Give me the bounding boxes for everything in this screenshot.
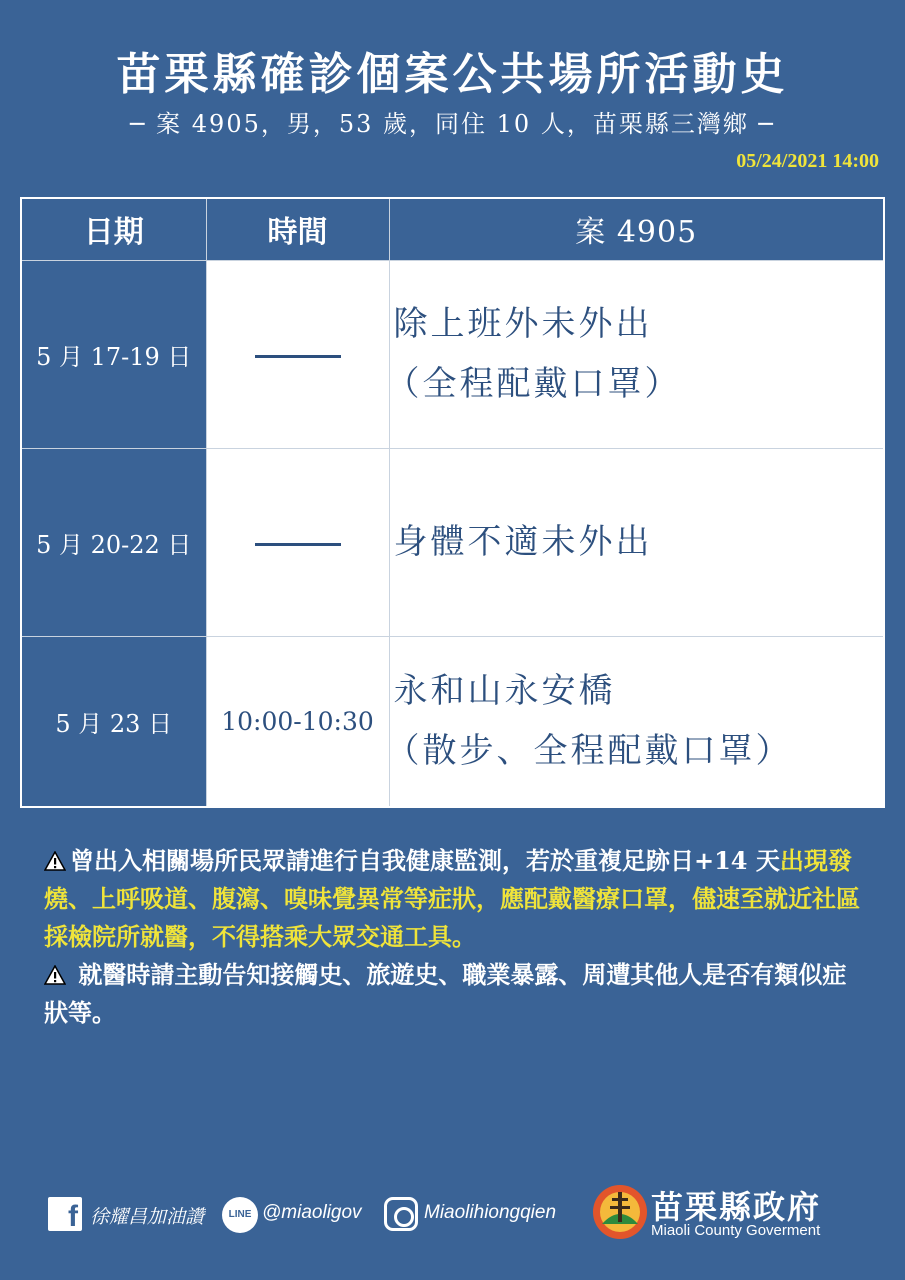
government-name: 苗栗縣政府 xyxy=(651,1188,822,1226)
note-text: 曾出入相關場所民眾請進行自我健康監測，若於重複足跡日+14 天 xyxy=(70,846,780,875)
header-time: 時間 xyxy=(206,198,389,260)
instagram-label[interactable]: Miaolihiongqien xyxy=(424,1202,557,1223)
government-name-en: Miaoli County Goverment xyxy=(651,1222,821,1239)
health-notes xyxy=(44,842,864,1032)
page-title: 苗栗縣確診個案公共場所活動史 xyxy=(116,49,789,100)
table-row xyxy=(21,448,884,636)
note-paragraph xyxy=(44,956,864,1032)
row-time xyxy=(206,448,389,636)
dash-line xyxy=(255,355,341,358)
row-activity xyxy=(389,448,884,636)
row-date: 5 月 20-22 日 xyxy=(21,448,206,636)
activity-line: （全程配戴口罩） xyxy=(385,364,682,404)
row-time xyxy=(206,260,389,448)
row-date: 5 月 17-19 日 xyxy=(21,260,206,448)
line-label[interactable]: @miaoligov xyxy=(262,1202,362,1223)
activity-table xyxy=(20,197,885,808)
row-date: 5 月 23 日 xyxy=(21,636,206,807)
line-icon[interactable]: LINE xyxy=(222,1197,258,1233)
table-header-row xyxy=(21,198,884,260)
table-row xyxy=(21,636,884,807)
footer xyxy=(0,1178,905,1258)
activity-line: 除上班外未外出 xyxy=(393,304,653,344)
warning-icon xyxy=(44,965,66,985)
note-highlight: 出現發燒、上呼吸道、腹瀉、嗅味覺異常等症狀，應配戴醫療口罩，儘速至就近社區採檢院所就醫，不得搭乘大眾交通工具。 xyxy=(44,846,860,951)
row-time: 10:00-10:30 xyxy=(206,636,389,807)
facebook-label[interactable]: 徐耀昌加油讚 xyxy=(90,1207,205,1228)
header-case: 案 4905 xyxy=(389,198,884,260)
case-subtitle: ─ 案 4905，男，53 歲，同住 10 人，苗栗縣三灣鄉 ─ xyxy=(130,110,775,138)
activity-line: 身體不適未外出 xyxy=(393,522,653,562)
note-text: 就醫時請主動告知接觸史、旅遊史、職業暴露、周遭其他人是否有類似症狀等。 xyxy=(44,960,847,1027)
header-date: 日期 xyxy=(21,198,206,260)
activity-line: 永和山永安橋 xyxy=(393,671,616,712)
warning-icon xyxy=(44,851,66,871)
row-activity xyxy=(385,636,884,807)
facebook-icon[interactable]: f xyxy=(48,1197,82,1231)
row-activity xyxy=(385,260,884,448)
note-paragraph xyxy=(44,842,864,956)
county-logo-icon xyxy=(592,1184,648,1240)
publish-timestamp: 05/24/2021 14:00 xyxy=(736,150,879,172)
table-row xyxy=(21,260,884,448)
dash-line xyxy=(255,543,341,546)
activity-line: （散步、全程配戴口罩） xyxy=(385,731,793,772)
instagram-icon[interactable] xyxy=(384,1197,418,1231)
